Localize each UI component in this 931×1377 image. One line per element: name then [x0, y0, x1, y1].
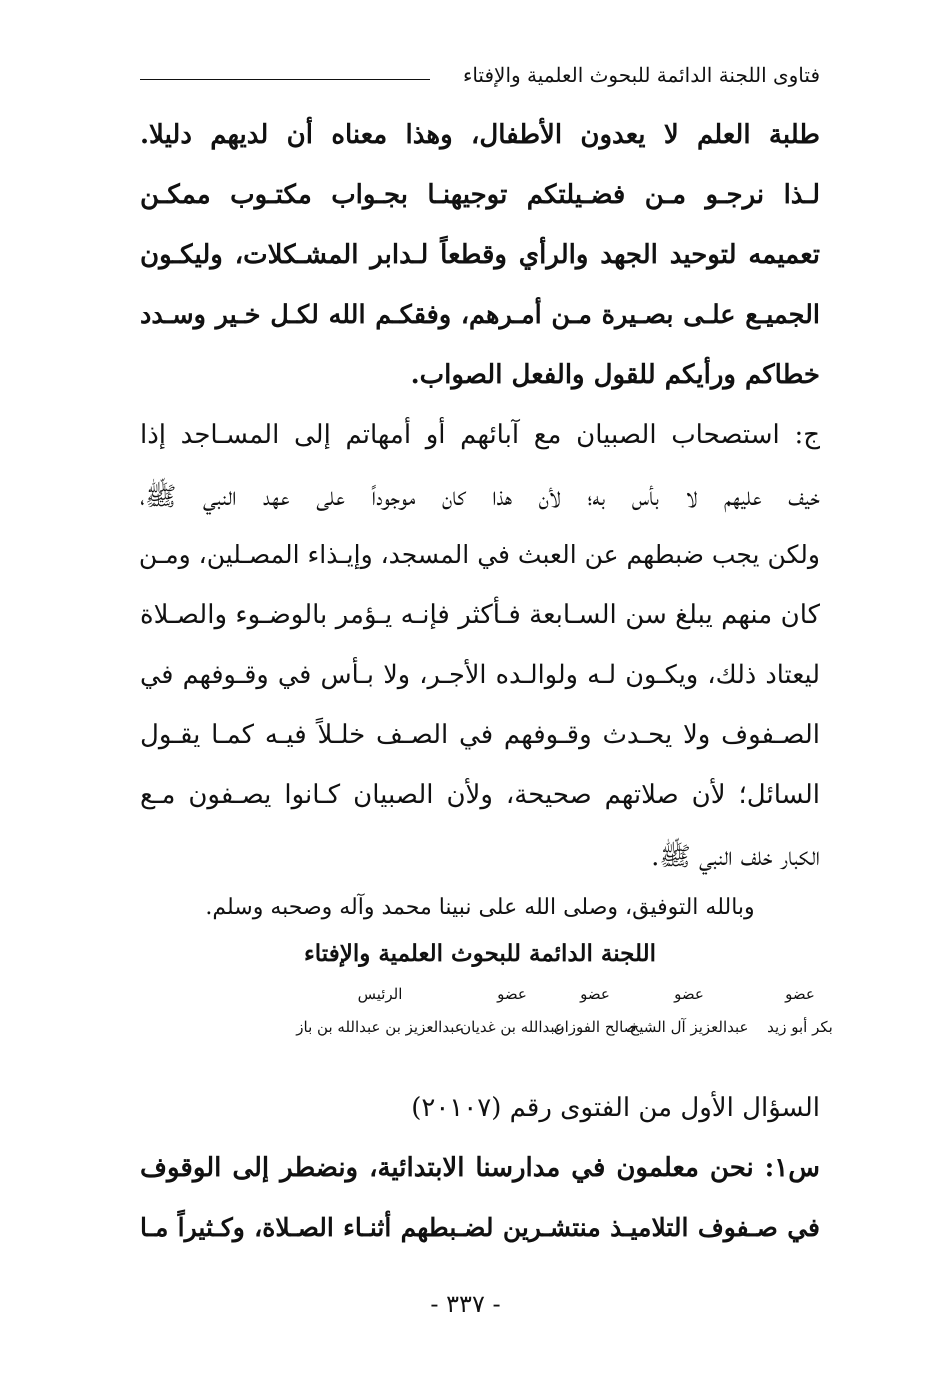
fatwa-title: السؤال الأول من الفتوى رقم (٢٠١٠٧) [411, 1093, 820, 1123]
text-line: السائل؛ لأن صلاتهم صحيحة، ولأن الصبيان كـانوا يصـفون مـع [140, 780, 820, 810]
text-line: الكبار خلف النبي ﷺ. [651, 842, 820, 872]
signatory-names [140, 1018, 833, 1042]
signatory-role: الرئيس [357, 985, 403, 1003]
header-title: فتاوى اللجنة الدائمة للبحوث العلمية والإفتاء [462, 63, 820, 87]
closing-formula: وبالله التوفيق، وصلى الله على نبينا محمد وآله وصحبه وسلم. [205, 895, 755, 920]
signatory-name: عبدالله بن غديان [460, 1018, 564, 1036]
text-line: لـذا نرجـو مـن فضـيلتكم توجيهنـا بجـواب مكتـوب ممكـن [140, 180, 820, 210]
page-number: - ٣٣٧ - [430, 1290, 501, 1318]
signatory-role: عضو [497, 985, 527, 1003]
text-line: الجميـع علـى بصـيرة مـن أمـرهم، وفقكـم الله لكـل خـير وسـدد [140, 300, 820, 330]
text-line: خيف عليهم لا بأس به؛ لأن هذا كان موجوداً على عهد النبي ﷺ، [140, 482, 820, 512]
signatory-role: عضو [785, 985, 815, 1003]
text-line: طلبة العلم لا يعدون الأطفال، وهذا معناه أن لديهم دليلا. [140, 120, 820, 150]
text-line: تعميمه لتوحيد الجهد والرأي وقطعاً لـدابر المشـكلات، وليكـون [140, 240, 820, 270]
text-line: الصـفوف ولا يحـدث وقـوفهم في الصـف خلـلاً فيـه كمـا يقـول [140, 720, 820, 750]
page-header [140, 55, 820, 95]
signatory-name: بكر أبو زيد [767, 1018, 833, 1036]
signatory-name: عبدالعزيز آل الشيخ [629, 1018, 749, 1036]
text-line: ولكن يجب ضبطهم عن العبث في المسجد، وإيـذاء المصـلين، ومـن [138, 540, 820, 569]
committee-name: اللجنة الدائمة للبحوث العلمية والإفتاء [303, 940, 657, 967]
text-line: في صـفوف التلاميـذ منتشـرين لضـبطهم أثنـاء الصـلاة، وكـثيراً مـا [140, 1213, 820, 1242]
header-rule [140, 79, 430, 80]
signatory-role: عضو [674, 985, 704, 1003]
signatory-name: عبدالعزيز بن عبدالله بن باز [296, 1018, 464, 1036]
text-line: ج: استصحاب الصبيان مع آبائهم أو أمهاتم إلى المسـاجد إذا [140, 420, 820, 450]
signatory-role: عضو [580, 985, 610, 1003]
signatory-name: صالح الفوزان [553, 1018, 637, 1036]
signatory-roles [140, 985, 820, 1009]
text-line: خطاكم ورأيكم للقول والفعل الصواب. [410, 360, 820, 390]
text-line: كان منهم يبلغ سن السـابعة فـأكثر فإنـه يـؤمر بالوضـوء والصـلاة [140, 600, 820, 630]
text-line: س١: نحن معلمون في مدارسنا الابتدائية، ونضطر إلى الوقوف [140, 1153, 820, 1183]
text-line: ليعتاد ذلك، ويكـون لـه ولوالـده الأجـر، ولا بـأس في وقـوفهم في [140, 660, 820, 690]
